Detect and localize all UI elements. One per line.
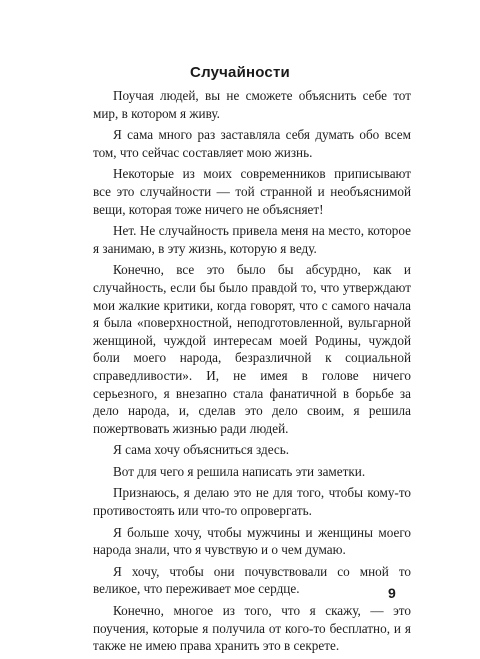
paragraph: Признаюсь, я делаю это не для того, чтобы кому-то противостоять или что-то опровергать. xyxy=(93,485,411,519)
paragraph: Конечно, многое из того, что я скажу, — это поучения, которые я получила от кого-то бесплатно, и я также не имею права хранить это в секрете. xyxy=(93,603,411,654)
chapter-title: Случайности xyxy=(190,64,290,81)
paragraph: Я больше хочу, чтобы мужчины и женщины моего народа знали, что я чувствую и о чем думаю. xyxy=(93,524,411,558)
paragraph: Я сама хочу объясниться здесь. xyxy=(113,442,290,458)
paragraph: Я хочу, чтобы они почувствовали со мной то великое, что переживает мое сердце. xyxy=(93,563,411,597)
page-number: 9 xyxy=(388,585,396,601)
paragraph: Некоторые из моих современников приписывают все это случайности — той странной и необъяснимой вещи, которая тоже ничего не объясняет! xyxy=(93,166,411,217)
body-text xyxy=(93,87,411,659)
paragraph: Вот для чего я решила написать эти заметки. xyxy=(113,463,366,479)
paragraph: Поучая людей, вы не сможете объяснить себе тот мир, в котором я живу. xyxy=(93,88,411,121)
paragraph: Конечно, все это было бы абсурдно, как и случайность, если бы было правдой то, что утверждают мои жалкие критики, когда говорят, что с самого начала я была «поверхностной, неподготовленной, вульгарной женщиной, чуждой интересам моей Родины, чуждой боли моего народа, безразличной к социальной справедливости». И, не имея в голове ничего серьезного, я внезапно стала фанатичной в борьбе за дело народа, и, сделав это дело своим, я решила пожертвовать жизнью ради людей. xyxy=(93,262,411,436)
paragraph: Нет. Не случайность привела меня на место, которое я занимаю, в эту жизнь, которую я веду. xyxy=(93,223,411,256)
paragraph: Я сама много раз заставляла себя думать обо всем том, что сейчас составляет мою жизнь. xyxy=(93,127,411,160)
